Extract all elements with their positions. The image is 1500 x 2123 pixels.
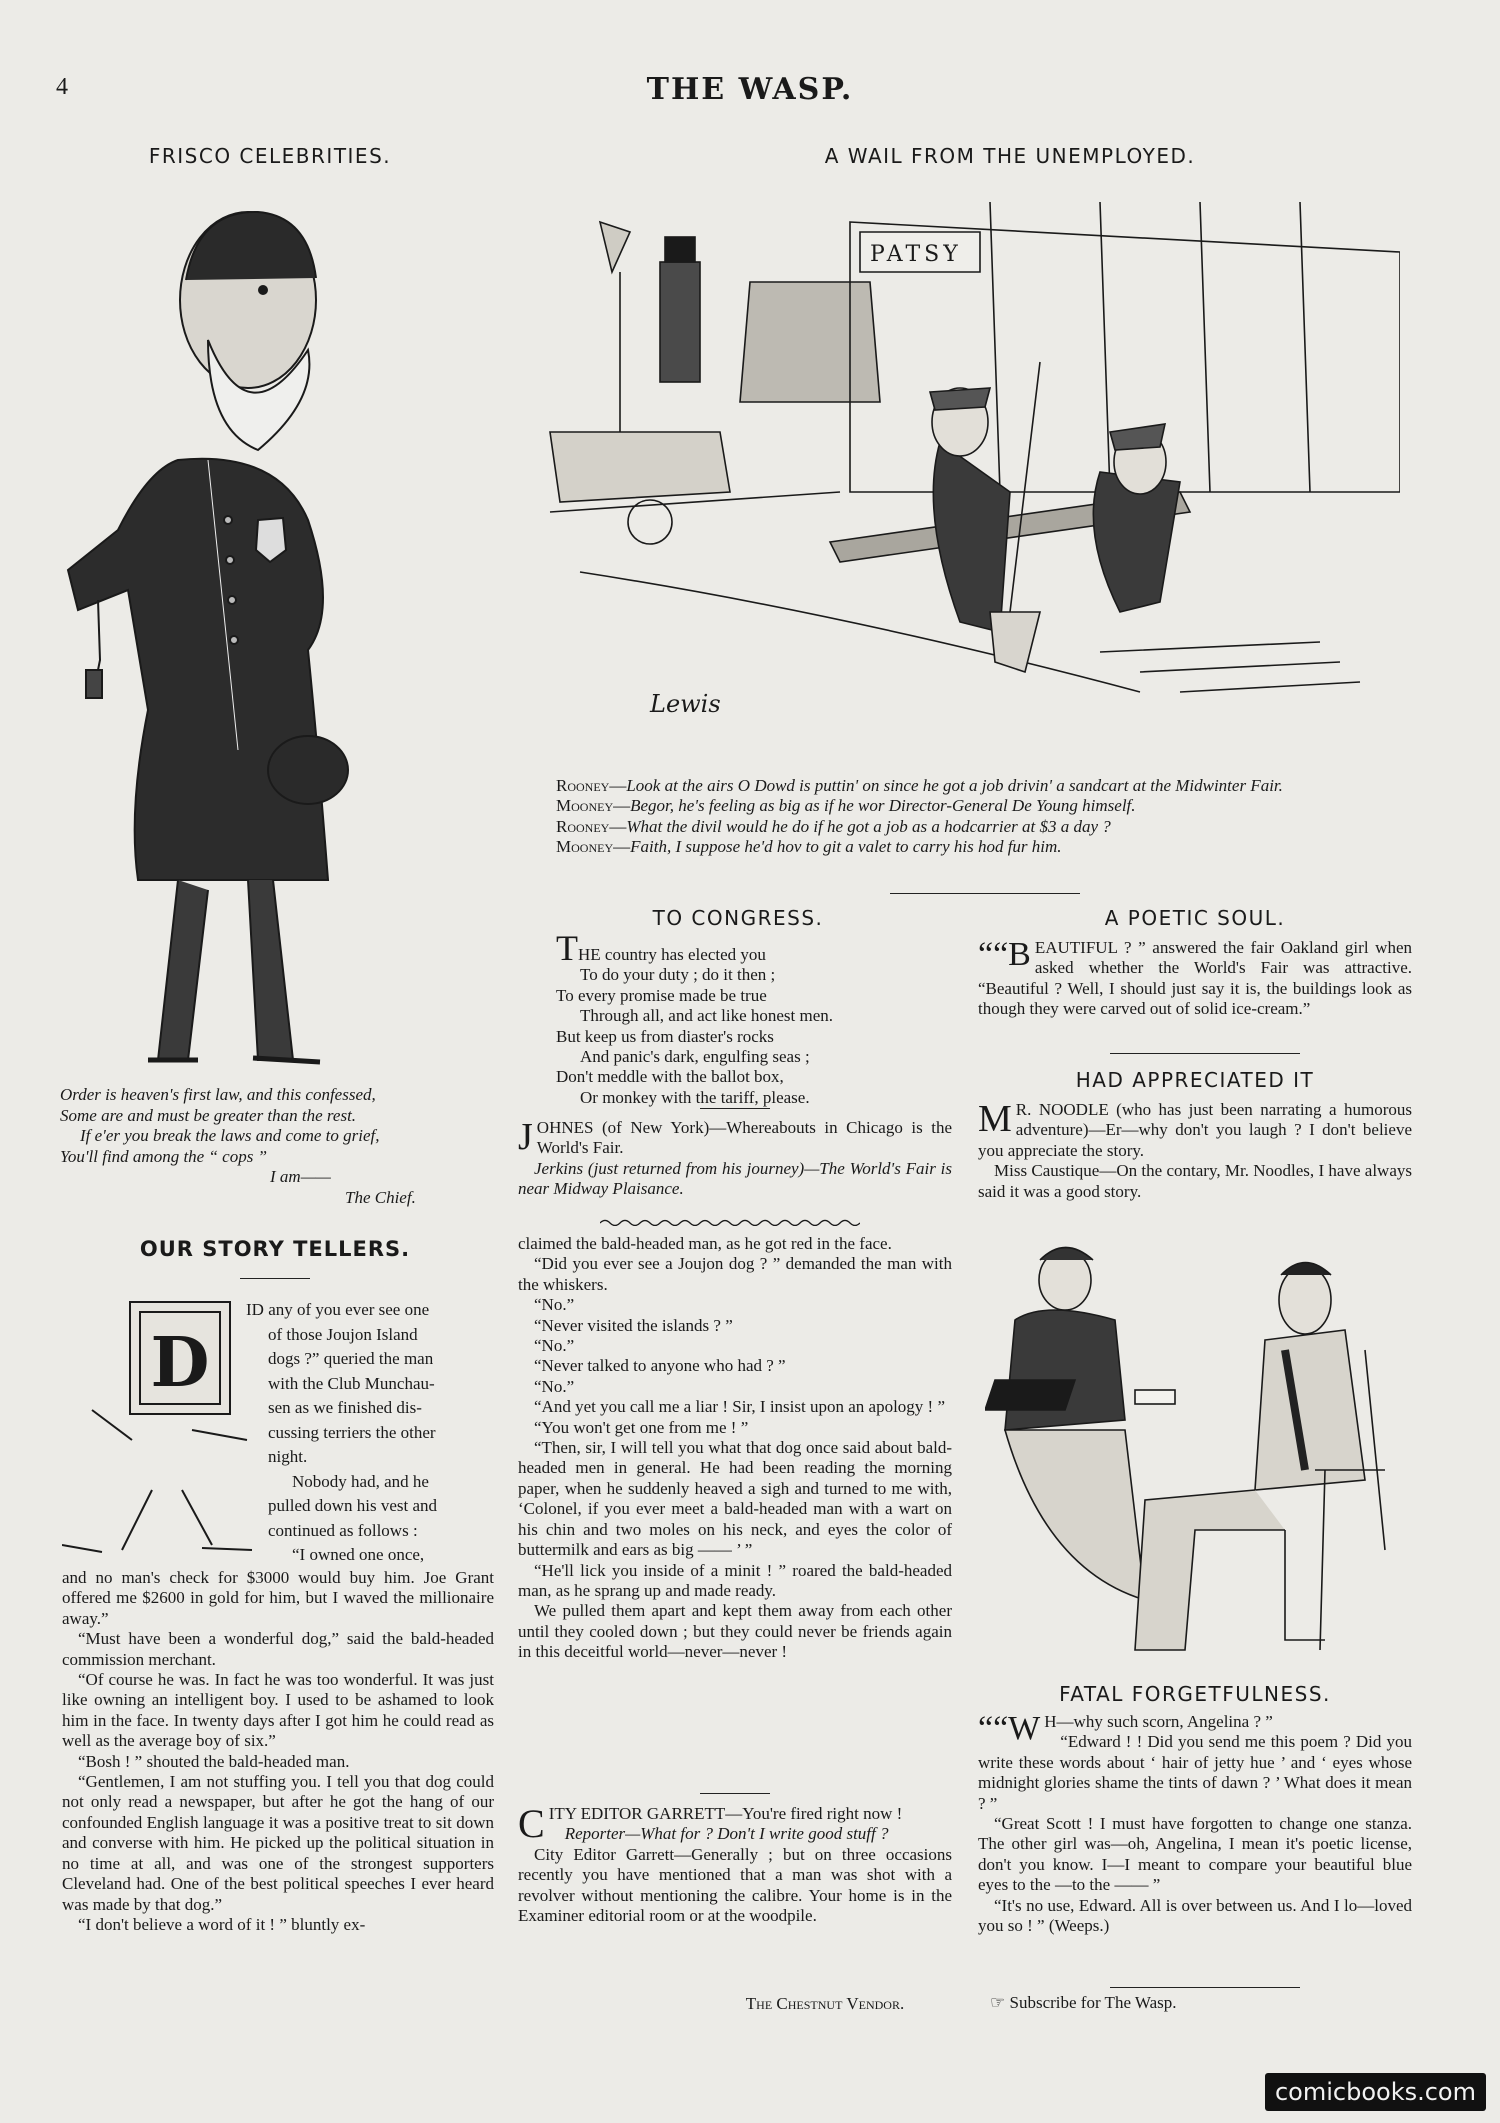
garrett-signature: The Chestnut Vendor.: [745, 1994, 905, 2013]
drop-cap: ““W: [978, 1710, 1041, 1747]
drop-cap-illustration: [62, 1290, 262, 1560]
story-line: sen as we finished dis-: [268, 1398, 422, 1417]
poem-line: But keep us from diaster's rocks: [556, 1026, 774, 1046]
poem-line: Or monkey with the tariff, please.: [580, 1087, 810, 1107]
caustique-line: Miss Caustique—On the contary, Mr. Noodles, I have always said it was a good story.: [978, 1161, 1412, 1201]
story-paragraph: “Never talked to anyone who had ? ”: [534, 1356, 786, 1376]
cartoon-signature: Lewis: [650, 690, 721, 718]
story-intro-wrap: [246, 1298, 494, 1568]
watermark: comicbooks.com: [1265, 2073, 1486, 2111]
caption-signature: The Chief.: [345, 1187, 416, 1207]
police-chief-illustration: [58, 190, 378, 1070]
fatal-forgetfulness-illustration: [985, 1230, 1410, 1670]
divider: [240, 1278, 310, 1279]
reporter-line: Reporter—What for ? Don't I write good stuff ?: [564, 1824, 889, 1844]
caption-line: You'll find among the “ cops ”: [60, 1146, 268, 1166]
story-paragraph: “Of course he was. In fact he was too wonderful. It was just like owning an intelligent boy. I used to be ashamed to look him in the face. In twenty days after I got him he could read as well as the average boy of six.”: [62, 1670, 494, 1751]
editor-line: City Editor Garrett—Generally ; but on three occasions recently you have mentioned that a man was shot with a revolver without mentioning the calibre. Your home is in the Examiner editorial room or at the woodpile.: [518, 1844, 952, 1926]
story-paragraph: and no man's check for $3000 would buy him. Joe Grant offered me $2600 in gold for him, but I waved the millionaire away.”: [62, 1568, 494, 1628]
story-paragraph: “And yet you call me a liar ! Sir, I insist upon an apology ! ”: [534, 1397, 945, 1417]
frisco-celebrities-title: FRISCO CELEBRITIES.: [148, 144, 392, 168]
story-paragraph: “You won't get one from me ! ”: [534, 1417, 749, 1437]
story-paragraph: “Bosh ! ” shouted the bald-headed man.: [78, 1751, 350, 1771]
divider: [700, 1793, 770, 1794]
story-line: Nobody had, and he: [292, 1471, 429, 1491]
story-tellers-title: OUR STORY TELLERS.: [139, 1237, 411, 1261]
fatal-paragraph: “Edward ! ! Did you send me this poem ? Did you write these words about ‘ hair of jetty hue ’ and ‘ eyes whose midnight glories shame the tints of dawn ? ’ What does it mean ? ”: [978, 1732, 1412, 1813]
unemployed-cartoon: [540, 192, 1400, 752]
poetic-soul-title: A POETIC SOUL.: [1104, 906, 1286, 930]
story-body-mid: [518, 1234, 952, 1663]
divider: [890, 893, 1080, 894]
divider: [700, 1108, 770, 1109]
dialogue-line: Look at the airs O Dowd is puttin' on since he got a job drivin' a sandcart at the Midwinter Fair.: [626, 776, 1283, 795]
garrett-item: [518, 1801, 952, 1926]
story-paragraph: “Did you ever see a Joujon dog ? ” demanded the man with the whiskers.: [518, 1254, 952, 1294]
fatal-paragraph: “Great Scott ! I must have forgotten to change one stanza. The other girl was—oh, Angelina, I mean it's poetic license, don't you know. I—I meant to compare your beautiful blue eyes to the —to the —— ”: [978, 1814, 1412, 1895]
johnes-item: [518, 1118, 952, 1200]
story-paragraph: “Must have been a wonderful dog,” said the bald-headed commission merchant.: [62, 1629, 494, 1669]
had-appreciated-title: HAD APPRECIATED IT: [1075, 1068, 1315, 1092]
story-paragraph: “Gentlemen, I am not stuffing you. I tell you that dog could not only read a newspaper, but after he got the hang of our confounded English language it was a positive treat to sit down and converse with him. He picked up the political situation in no time at all, and was one of the strongest supporters Cleveland had. One of the best political speeches I ever heard was made by that dog.”: [62, 1772, 494, 1914]
divider: [1110, 1987, 1300, 1988]
fatal-line: H—why such scorn, Angelina ? ”: [1044, 1712, 1273, 1731]
fatal-forgetfulness-title: FATAL FORGETFULNESS.: [1059, 1682, 1331, 1706]
page-number: 4: [56, 74, 68, 100]
fatal-forgetfulness-text: [978, 1712, 1412, 1936]
drop-cap: M: [978, 1098, 1012, 1140]
poem-line: Don't meddle with the ballot box,: [556, 1067, 784, 1087]
garrett-line: ITY EDITOR GARRETT—You're fired right now !: [548, 1804, 903, 1823]
dialogue-line: Faith, I suppose he'd hov to git a valet to carry his hod fur him.: [630, 837, 1062, 857]
to-congress-poem: [556, 928, 966, 1108]
poetic-line: EAUTIFUL ? ” answered the fair Oakland girl when asked whether the World's Fair was attractive. “Beautiful ? Well, I should just say it is, the buildings look as though they were carved out of solid ice-cream.”: [978, 938, 1412, 1019]
subscribe-text: Subscribe for The Wasp.: [1009, 1993, 1177, 2012]
to-congress-title: TO CONGRESS.: [652, 906, 824, 930]
drop-cap-letter: D: [150, 1323, 210, 1403]
story-paragraph: “Then, sir, I will tell you what that dog once said about bald-headed men in general. He had been reading the morning paper, when he suddenly heaved a sigh and turned to me with, ‘Colonel, if you ever meet a bald-headed man with a wart on his chin and two moles on his neck, and eyes the color of buttermilk and ears as big —— ’ ”: [518, 1438, 952, 1560]
drop-cap: C: [518, 1801, 545, 1846]
poem-line: Through all, and act like honest men.: [580, 1006, 834, 1026]
had-appreciated-text: [978, 1100, 1412, 1202]
poetic-soul-text: [978, 938, 1412, 1020]
pointing-hand-icon: ☞: [990, 1993, 1006, 2012]
story-paragraph: “No.”: [534, 1295, 575, 1315]
poem-line: To every promise made be true: [556, 985, 767, 1005]
cartoon-title: A WAIL FROM THE UNEMPLOYED.: [824, 144, 1196, 168]
poem-line: To do your duty ; do it then ;: [580, 965, 776, 985]
story-paragraph: “No.”: [534, 1376, 575, 1396]
poem-drop-cap: T: [556, 928, 578, 968]
speaker-name: Mooney: [556, 796, 614, 816]
poem-line: HE country has elected you: [578, 945, 766, 964]
cartoon-dialogue: Rooney—Look at the airs O Dowd is puttin' on since he got a job drivin' a sandcart at the Midwinter Fair. Mooney—Begor, he's feeling as big as if he wor Director-General De Young himself. Rooney—What the divil would he do if he got a job as a hodcarrier at $3 a day ? Mooney—Faith, I suppose he'd hov to git a valet to carry his hod fur him.: [556, 776, 1283, 857]
story-paragraph: “I don't believe a word of it ! ” bluntly ex-: [78, 1914, 366, 1934]
story-line: ID any of you ever see one: [246, 1300, 430, 1319]
story-paragraph: We pulled them apart and kept them away from each other until they cooled down ; but they could never be friends again in this deceitful world—never—never !: [518, 1601, 952, 1662]
drop-cap: ““B: [978, 936, 1031, 973]
story-paragraph: “No.”: [534, 1336, 575, 1356]
poem-line: And panic's dark, engulfing seas ;: [580, 1047, 810, 1067]
dialogue-line: Begor, he's feeling as big as if he wor Director-General De Young himself.: [630, 796, 1136, 816]
story-line: of those Joujon Island: [268, 1324, 418, 1344]
masthead-title: THE WASP.: [646, 72, 854, 107]
story-paragraph: “Never visited the islands ? ”: [534, 1315, 733, 1335]
caption-line: Some are and must be greater than the rest.: [60, 1105, 357, 1125]
fatal-paragraph: “It's no use, Edward. All is over between us. And I lo—loved you so ! ” (Weeps.): [978, 1895, 1412, 1936]
patsy-sign: PATSY: [870, 242, 962, 267]
story-line: night.: [268, 1447, 308, 1466]
chief-caption: [60, 1085, 470, 1209]
story-line: cussing terriers the other: [268, 1422, 436, 1442]
story-paragraph: “He'll lick you inside of a minit ! ” roared the bald-headed man, as he sprang up and made ready.: [518, 1560, 952, 1600]
caption-line: Order is heaven's first law, and this confessed,: [60, 1085, 376, 1104]
caption-line: If e'er you break the laws and come to grief,: [80, 1126, 380, 1146]
speaker-name: Rooney: [556, 776, 610, 795]
drop-cap: J: [518, 1116, 533, 1158]
story-line: with the Club Munchau-: [268, 1373, 435, 1393]
story-line: “I owned one once,: [292, 1545, 425, 1564]
divider: [1110, 1053, 1300, 1054]
jerkins-line: Jerkins (just returned from his journey)—The World's Fair is near Midway Plaisance.: [518, 1158, 952, 1199]
story-line: continued as follows :: [268, 1520, 418, 1540]
story-paragraph: claimed the bald-headed man, as he got red in the face.: [518, 1234, 892, 1253]
wavy-divider: [600, 1218, 860, 1226]
story-body-left: [62, 1568, 494, 1935]
subscribe-line: [990, 1993, 1390, 2013]
dialogue-line: What the divil would he do if he got a job as a hodcarrier at $3 a day ?: [626, 816, 1111, 836]
story-line: dogs ?” queried the man: [268, 1349, 434, 1368]
speaker-name: Rooney: [556, 816, 610, 836]
johnes-line: OHNES (of New York)—Whereabouts in Chicago is the World's Fair.: [536, 1118, 952, 1158]
story-line: pulled down his vest and: [268, 1496, 438, 1515]
speaker-name: Mooney: [556, 837, 614, 857]
noodle-line: R. NOODLE (who has just been narrating a humorous adventure)—Er—why don't you laugh ? I don't believe you appreciate the story.: [978, 1100, 1412, 1160]
caption-line: I am——: [270, 1167, 331, 1187]
